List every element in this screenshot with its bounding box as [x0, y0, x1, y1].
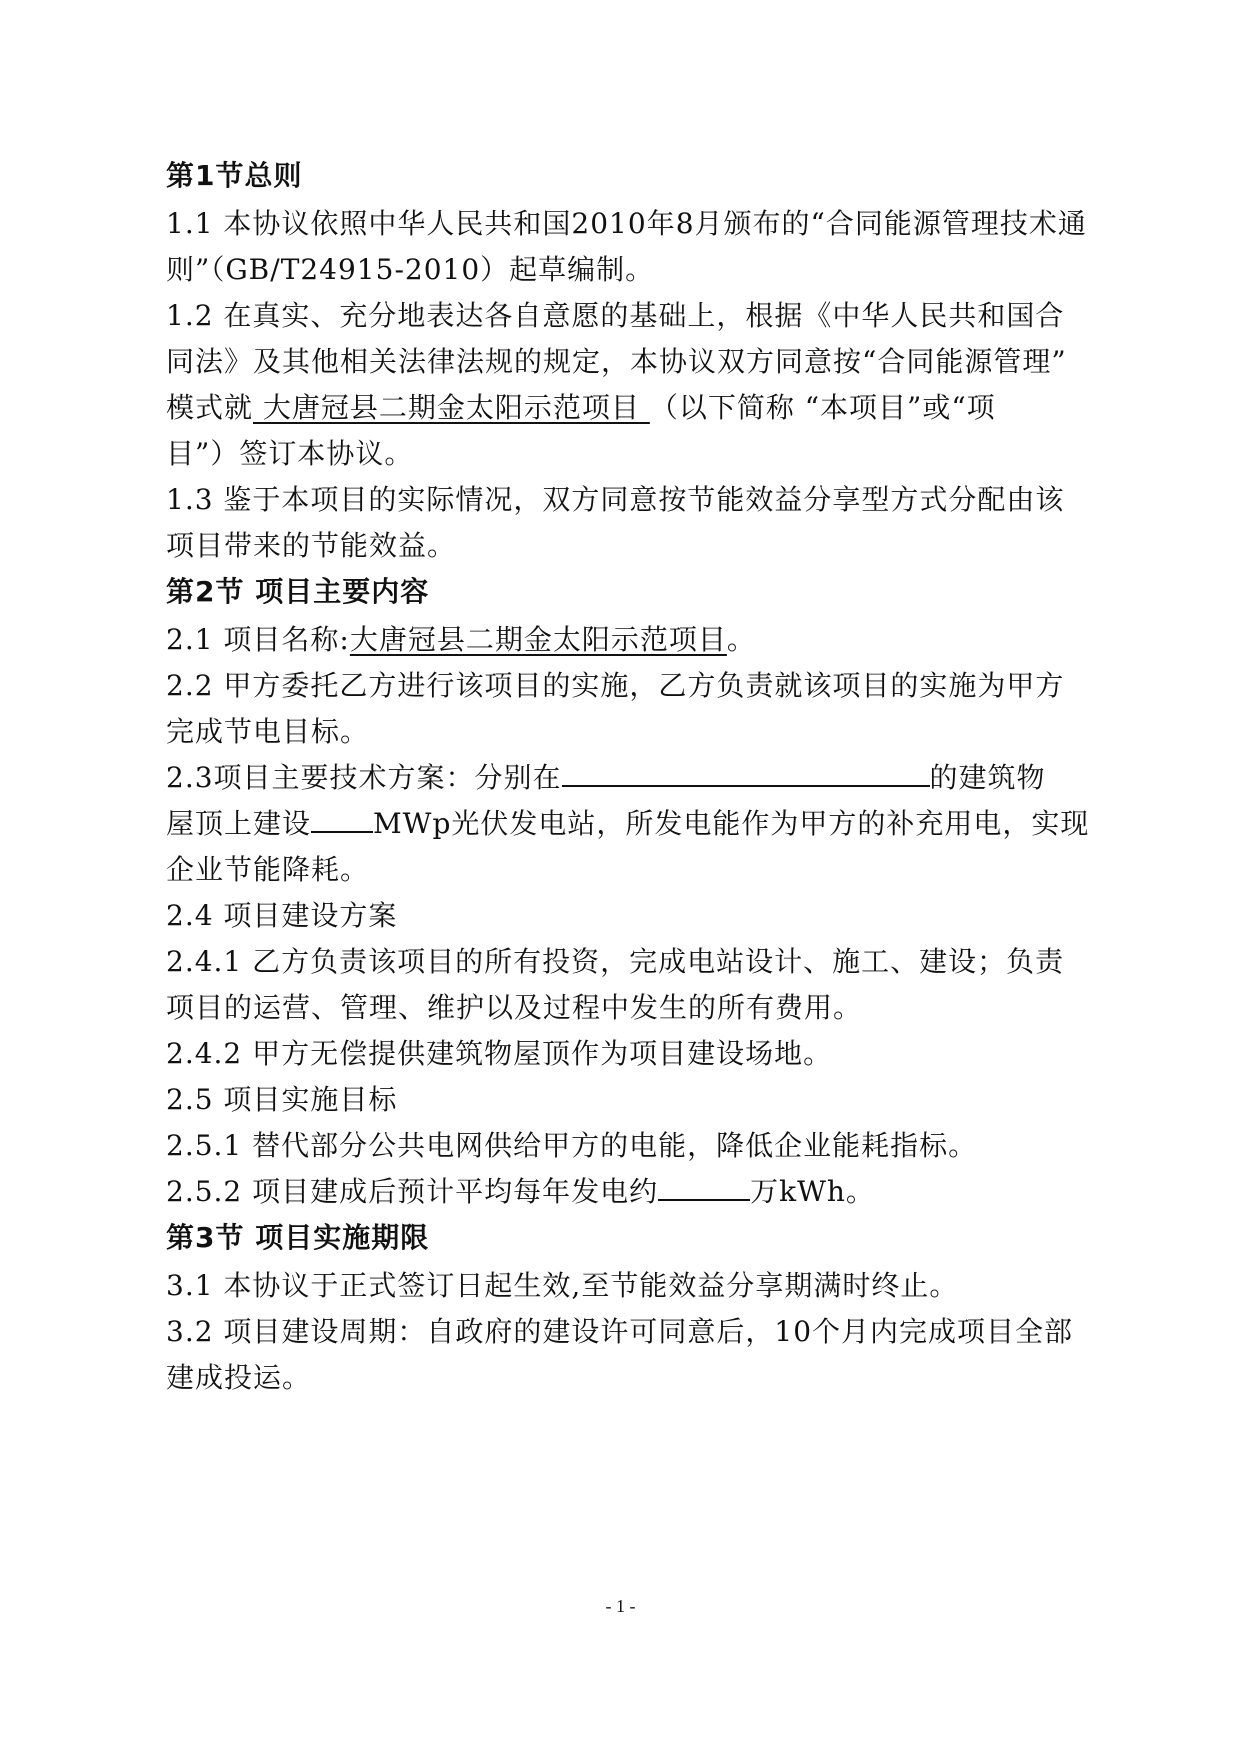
- clause-2-1: [166, 620, 756, 660]
- project-name-underlined: 大唐冠县二期金太阳示范项目: [253, 391, 650, 424]
- clause-2-2-line-2: 完成节电目标。: [166, 715, 370, 748]
- clause-2-4: 2.4 项目建设方案: [166, 899, 398, 932]
- clause-3-2-line-2: 建成投运。: [166, 1361, 312, 1394]
- clause-1-1-line-1: 1.1 本协议依照中华人民共和国2010年8月颁布的“合同能源管理技术通: [166, 207, 1087, 240]
- section-2-heading: 第2节 项目主要内容: [166, 575, 430, 608]
- clause-1-2-line-4: 目”）签订本协议。: [166, 437, 414, 470]
- building-location-blank: [562, 759, 930, 787]
- clause-2-1-prefix: 2.1 项目名称:: [166, 623, 350, 656]
- clause-2-4-1-line-1: 2.4.1 乙方负责该项目的所有投资，完成电站设计、施工、建设；负责: [166, 945, 1065, 978]
- clause-1-2-line-2: 同法》及其他相关法律法规的规定，本协议双方同意按“合同能源管理”: [166, 345, 1067, 378]
- clause-1-2-suffix: （以下简称 “本项目”或“项: [649, 391, 996, 424]
- clause-2-3-line-1: [166, 758, 1046, 798]
- section-3-heading: 第3节 项目实施期限: [166, 1221, 430, 1254]
- clause-2-4-1-line-2: 项目的运营、管理、维护以及过程中发生的所有费用。: [166, 991, 863, 1024]
- clause-1-2-line-1: 1.2 在真实、充分地表达各自意愿的基础上，根据《中华人民共和国合: [166, 299, 1065, 332]
- capacity-blank: [311, 805, 373, 833]
- page-number: - 1 -: [605, 1596, 636, 1616]
- clause-2-3-line-3: 企业节能降耗。: [166, 853, 370, 886]
- clause-2-5-2-prefix: 2.5.2 项目建成后预计平均每年发电约: [166, 1175, 659, 1208]
- clause-1-1-line-2: 则”（GB/T24915-2010）起草编制。: [166, 253, 655, 286]
- clause-2-2-line-1: 2.2 甲方委托乙方进行该项目的实施，乙方负责就该项目的实施为甲方: [166, 669, 1065, 702]
- project-name-field: 大唐冠县二期金太阳示范项目: [349, 623, 727, 656]
- clause-2-5: 2.5 项目实施目标: [166, 1083, 398, 1116]
- clause-2-3-suffix: 的建筑物: [929, 761, 1046, 794]
- section-1-heading: 第1节总则: [166, 159, 303, 192]
- clause-3-2-line-1: 3.2 项目建设周期：自政府的建设许可同意后，10个月内完成项目全部: [166, 1315, 1074, 1348]
- clause-3-1: 3.1 本协议于正式签订日起生效,至节能效益分享期满时终止。: [166, 1269, 959, 1302]
- clause-2-4-2: 2.4.2 甲方无偿提供建筑物屋顶作为项目建设场地。: [166, 1037, 833, 1070]
- clause-1-2-line-3: [166, 388, 996, 428]
- clause-2-5-2-suffix: 万kWh。: [750, 1175, 875, 1208]
- clause-1-2-prefix: 模式就: [166, 391, 254, 424]
- clause-2-1-suffix: 。: [726, 623, 756, 656]
- clause-2-3-line-2-prefix: 屋顶上建设: [166, 807, 312, 840]
- clause-2-3-prefix: 2.3项目主要技术方案：分别在: [166, 761, 562, 794]
- clause-2-3-line-2-suffix: MWp光伏发电站，所发电能作为甲方的补充用电，实现: [373, 807, 1090, 840]
- annual-generation-blank: [658, 1173, 750, 1201]
- clause-2-5-1: 2.5.1 替代部分公共电网供给甲方的电能，降低企业能耗指标。: [166, 1129, 978, 1162]
- clause-1-3-line-1: 1.3 鉴于本项目的实际情况，双方同意按节能效益分享型方式分配由该: [166, 483, 1065, 516]
- clause-2-5-2: [166, 1172, 875, 1212]
- clause-1-3-line-2: 项目带来的节能效益。: [166, 529, 457, 562]
- clause-2-3-line-2: [166, 804, 1089, 844]
